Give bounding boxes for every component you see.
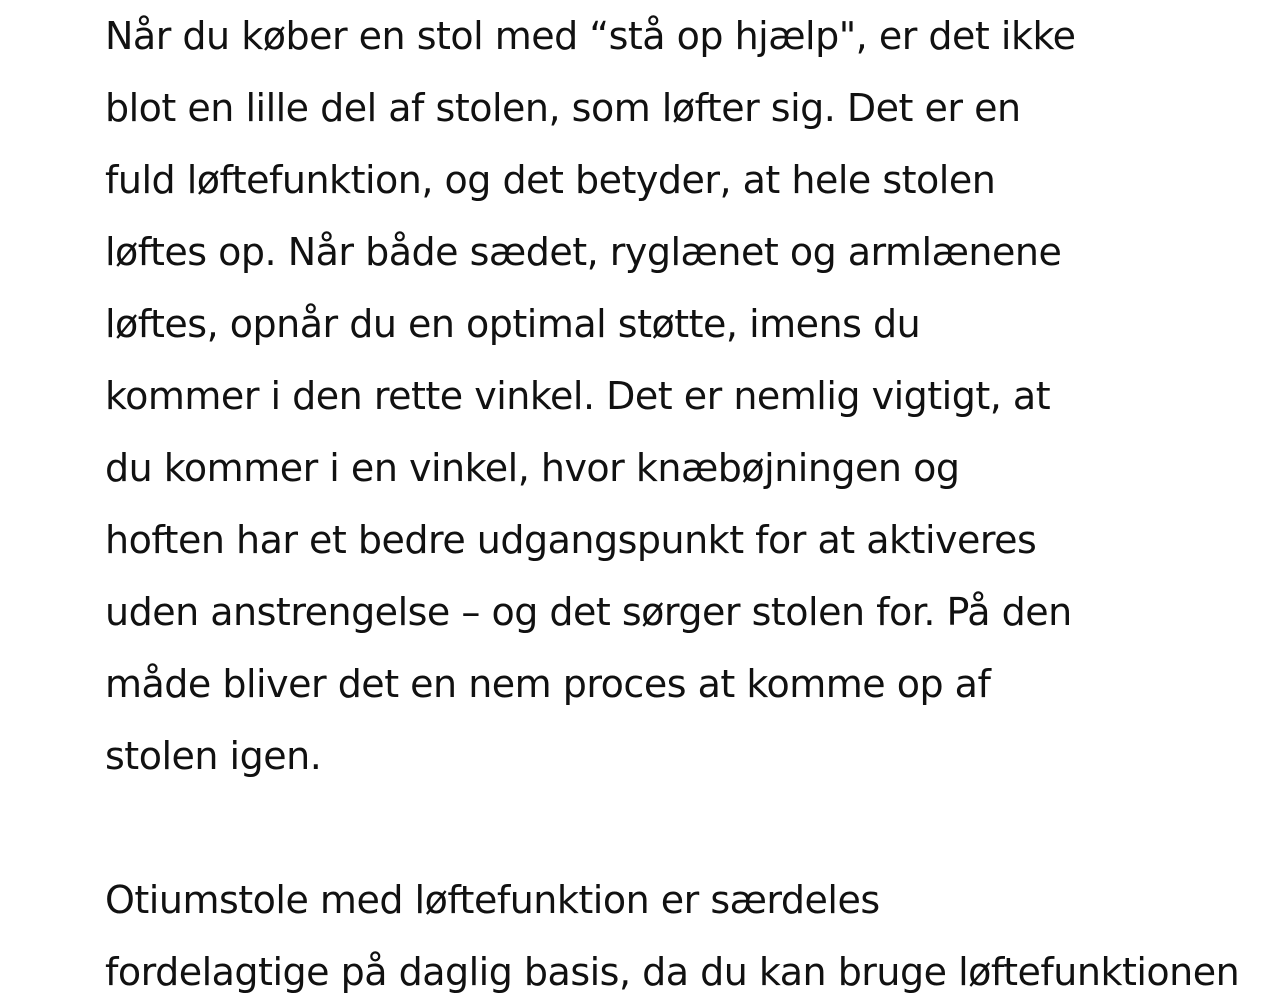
paragraph-1-line-8: hoften har et bedre udgangspunkt for at aktiveres [105, 518, 1037, 562]
paragraph-2-line-1: Otiumstole med løftefunktion er særdeles [105, 878, 880, 922]
paragraph-1-line-7: du kommer i en vinkel, hvor knæbøjningen og [105, 446, 960, 490]
paragraph-2-line-2: fordelagtige på daglig basis, da du kan bruge løftefunktionen [105, 950, 1240, 994]
paragraph-1-line-6: kommer i den rette vinkel. Det er nemlig vigtigt, at [105, 374, 1051, 418]
paragraph-1-line-9: uden anstrengelse – og det sørger stolen for. På den [105, 590, 1072, 634]
paragraph-1-line-11: stolen igen. [105, 734, 322, 778]
paragraph-1-line-3: fuld løftefunktion, og det betyder, at hele stolen [105, 158, 996, 202]
paragraph-1-line-10: måde bliver det en nem proces at komme op af [105, 662, 991, 706]
paragraph-1-line-1: Når du køber en stol med “stå op hjælp", er det ikke [105, 14, 1076, 58]
paragraph-1-line-4: løftes op. Når både sædet, ryglænet og armlænene [105, 230, 1062, 274]
paragraph-1-line-5: løftes, opnår du en optimal støtte, imens du [105, 302, 921, 346]
paragraph-1-line-2: blot en lille del af stolen, som løfter sig. Det er en [105, 86, 1021, 130]
